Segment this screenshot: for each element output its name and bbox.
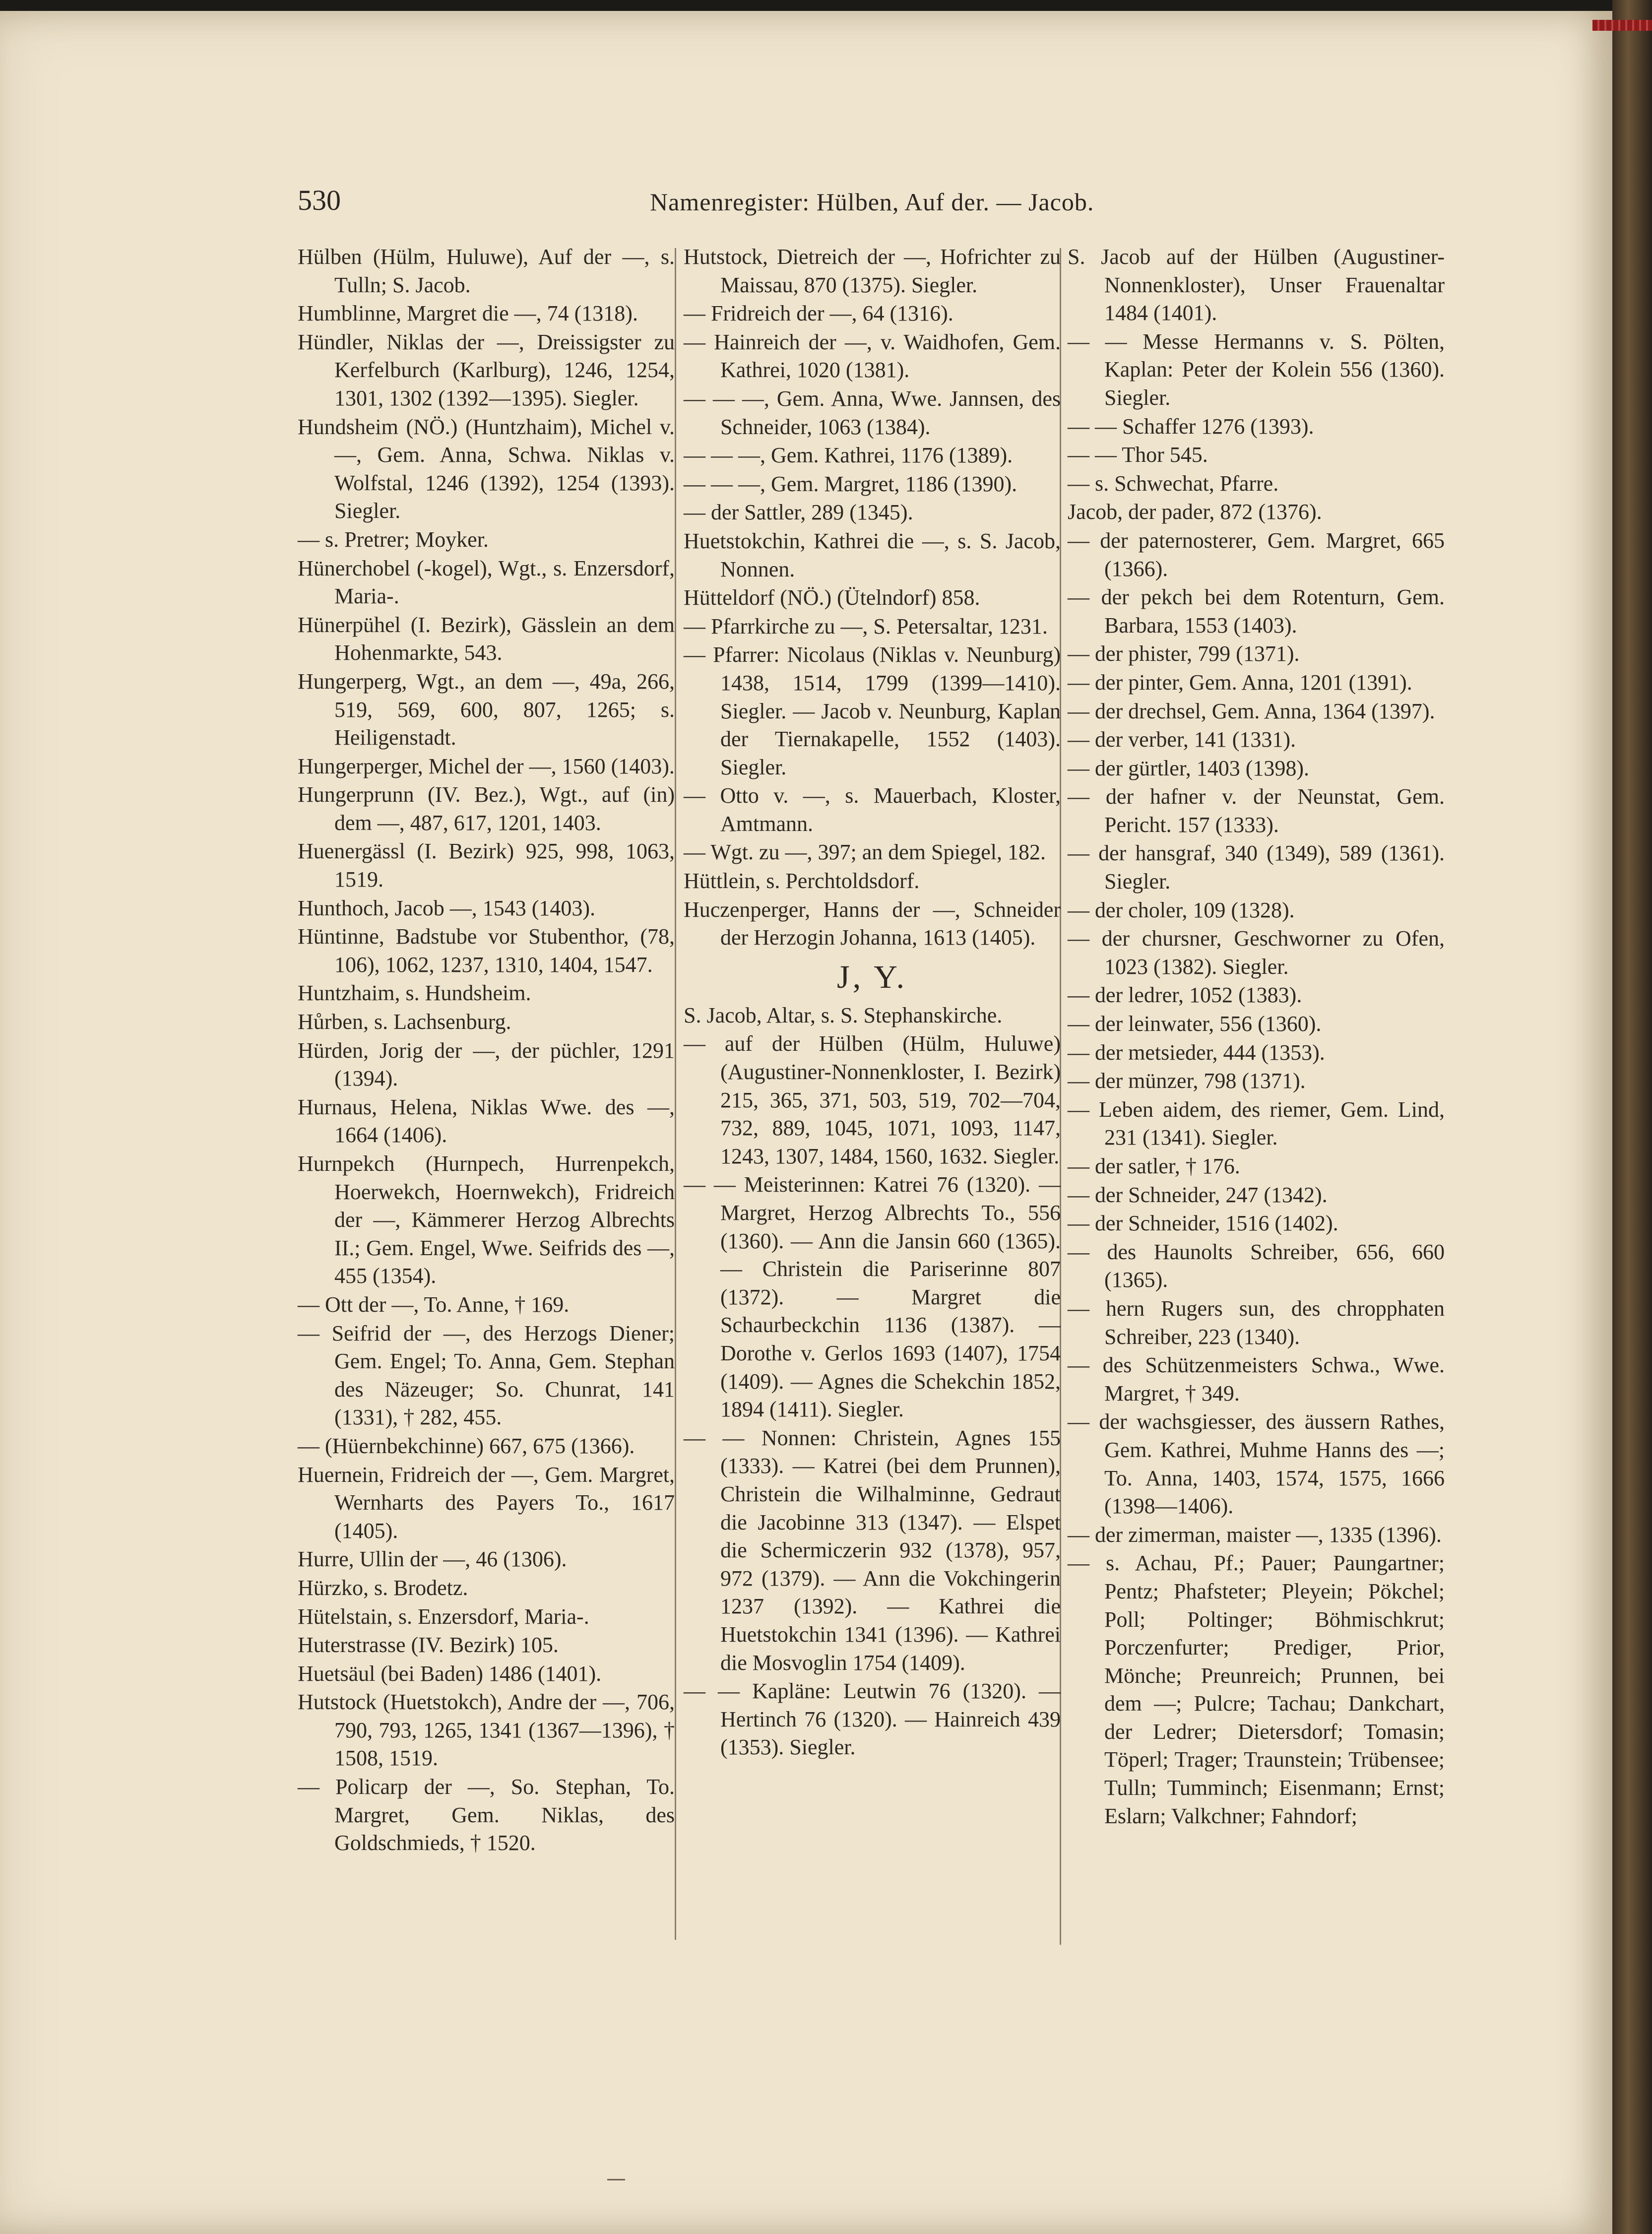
index-entry: Hurre, Ullin der —, 46 (1306).: [298, 1547, 567, 1572]
index-entry: — s. Pretrer; Moyker.: [298, 527, 489, 552]
index-entry: Huterstrasse (IV. Bezirk) 105.: [298, 1633, 559, 1658]
index-entry: — auf der Hülben (Hülm, Huluwe) (Augustiner-Nonnenkloster, I. Bezirk) 215, 365, 371, 503, 519, 702—704, 732, 889, 1045, 1071, 1093, 1147, 1243, 1307, 1484, 1560, 1632. Siegler.: [684, 1031, 1061, 1168]
index-entry: — der pinter, Gem. Anna, 1201 (1391).: [1068, 670, 1412, 695]
index-entry: Hüntinne, Badstube vor Stubenthor, (78, 106), 1062, 1237, 1310, 1404, 1547.: [298, 924, 675, 977]
index-entry: Hündler, Niklas der —, Dreissigster zu Kerfelburch (Karlburg), 1246, 1254, 1301, 1302 (1392—1395). Siegler.: [298, 329, 675, 410]
index-entry: Hutstock, Dietreich der —, Hofrichter zu Maissau, 870 (1375). Siegler.: [684, 245, 1061, 297]
index-entry: Huenergässl (I. Bezirk) 925, 998, 1063, 1519.: [298, 839, 675, 892]
index-entry: — — Messe Hermanns v. S. Pölten, Kaplan: Peter der Kolein 556 (1360). Siegler.: [1068, 329, 1445, 410]
index-entry: Hüttlein, s. Perchtoldsdorf.: [684, 869, 920, 894]
index-entry: Hürzko, s. Brodetz.: [298, 1575, 468, 1600]
index-entry: — der phister, 799 (1371).: [1068, 641, 1300, 666]
index-entry: — — Kapläne: Leutwin 76 (1320). — Hertinch 76 (1320). — Hainreich 439 (1353). Siegler.: [684, 1679, 1061, 1760]
index-entry: — Fridreich der —, 64 (1316).: [684, 301, 953, 326]
index-entry: Hünerpühel (I. Bezirk), Gässlein an dem Hohenmarkte, 543.: [298, 612, 675, 665]
index-entry: Hungerperger, Michel der —, 1560 (1403).: [298, 754, 675, 778]
index-entry: Humblinne, Margret die —, 74 (1318).: [298, 301, 638, 326]
index-entry: Hunthoch, Jacob —, 1543 (1403).: [298, 895, 596, 920]
index-entry: Hurnpekch (Hurnpech, Hurrenpekch, Hoerwekch, Hoernwekch), Fridreich der —, Kämmerer Herzog Albrechts II.; Gem. Engel, Wwe. Seifrids des —, 455 (1354).: [298, 1151, 675, 1288]
index-entry: — — Nonnen: Christein, Agnes 155 (1333). — Katrei (bei dem Prunnen), Christein die Wilhalminne, Gedraut die Jacobinne 313 (1347). — Elspet die Schermiczerin 932 (1378), 957, 972 (1379). — Ann die Vokchingerin 1237 (1392). — Kathrei die Huetstokchin 1341 (1396). — Kathrei die Mosvoglin 1754 (1409).: [684, 1425, 1061, 1675]
index-entry: Hütteldorf (NÖ.) (Ütelndorf) 858.: [684, 585, 980, 610]
index-entry: Huernein, Fridreich der —, Gem. Margret, Wernharts des Payers To., 1617 (1405).: [298, 1462, 675, 1543]
index-entry: — der zimerman, maister —, 1335 (1396).: [1068, 1522, 1442, 1547]
index-entry: — — —, Gem. Kathrei, 1176 (1389).: [684, 443, 1013, 468]
index-entry: — der pekch bei dem Rotenturn, Gem. Barbara, 1553 (1403).: [1068, 585, 1445, 638]
index-entry: — der wachsgiesser, des äussern Rathes, Gem. Kathrei, Muhme Hanns des —; To. Anna, 1403, 1574, 1575, 1666 (1398—1406).: [1068, 1409, 1445, 1519]
index-entry: — der hafner v. der Neunstat, Gem. Pericht. 157 (1333).: [1068, 784, 1445, 837]
index-entry: Hungerperg, Wgt., an dem —, 49a, 266, 519, 569, 600, 807, 1265; s. Heiligenstadt.: [298, 669, 675, 750]
book-spine-edge: [1612, 0, 1652, 2234]
index-entry: — des Haunolts Schreiber, 656, 660 (1365).: [1068, 1239, 1445, 1292]
index-column-3: [1068, 243, 1445, 1831]
index-entry: — — —, Gem. Margret, 1186 (1390).: [684, 471, 1017, 496]
index-entry: — der leinwater, 556 (1360).: [1068, 1012, 1322, 1036]
index-entry: — der chursner, Geschworner zu Ofen, 1023 (1382). Siegler.: [1068, 926, 1445, 979]
index-entry: — des Schützenmeisters Schwa., Wwe. Margret, † 349.: [1068, 1353, 1445, 1405]
bottom-mark: [607, 2179, 625, 2180]
index-entry: — der paternosterer, Gem. Margret, 665 (1366).: [1068, 528, 1445, 581]
index-entry: — (Hüernbekchinne) 667, 675 (1366).: [298, 1433, 635, 1458]
index-entry: — der satler, † 176.: [1068, 1154, 1240, 1178]
index-entry: — — Thor 545.: [1068, 443, 1208, 467]
index-entry: — der metsieder, 444 (1353).: [1068, 1040, 1325, 1065]
index-entry: Huetsäul (bei Baden) 1486 (1401).: [298, 1661, 602, 1686]
index-entry: — Otto v. —, s. Mauerbach, Kloster, Amtmann.: [684, 783, 1061, 836]
index-entry: Hünerchobel (-kogel), Wgt., s. Enzersdorf, Maria-.: [298, 556, 675, 609]
running-head: Namenregister: Hülben, Auf der. — Jacob.: [650, 188, 1094, 216]
column-divider: [675, 248, 676, 1940]
index-entry: — — —, Gem. Anna, Wwe. Jannsen, des Schneider, 1063 (1384).: [684, 386, 1061, 439]
index-entry: — s. Achau, Pf.; Pauer; Paungartner; Pentz; Phafsteter; Pleyein; Pökchel; Poll; Poltinger; Böhmischkrut; Porczenfurter; Prediger, Prior, Mönche; Preunreich; Prunnen, bei dem —; Pulcre; Tachau; Dankchart, der Ledrer; Dietersdorf; Tomasin; Töperl; Trager; Traunstein; Trübensee; Tulln; Tumminch; Eisenmann; Ernst; Eslarn; Valkchner; Fahndorf;: [1068, 1551, 1445, 1828]
index-entry: — der ledrer, 1052 (1383).: [1068, 983, 1302, 1008]
index-entry: — der Schneider, 1516 (1402).: [1068, 1211, 1338, 1236]
index-entry: Hundsheim (NÖ.) (Huntzhaim), Michel v. —, Gem. Anna, Schwa. Niklas v. Wolfstal, 1246 (1392), 1254 (1393). Siegler.: [298, 414, 675, 523]
section-heading-j-y: J, Y.: [837, 958, 907, 995]
index-entry: — der choler, 109 (1328).: [1068, 897, 1295, 922]
index-entry: — Leben aidem, des riemer, Gem. Lind, 231 (1341). Siegler.: [1068, 1097, 1445, 1150]
index-entry: S. Jacob, Altar, s. S. Stephanskirche.: [684, 1003, 1003, 1027]
page-header: [298, 184, 1597, 228]
index-entry: — der verber, 141 (1331).: [1068, 727, 1296, 752]
index-entry: Hungerprunn (IV. Bez.), Wgt., auf (in) dem —, 487, 617, 1201, 1403.: [298, 782, 675, 835]
index-entry: — Wgt. zu —, 397; an dem Spiegel, 182.: [684, 840, 1046, 865]
index-entry: — s. Schwechat, Pfarre.: [1068, 471, 1279, 496]
index-entry: — Policarp der —, So. Stephan, To. Margret, Gem. Niklas, des Goldschmieds, † 1520.: [298, 1775, 675, 1855]
index-entry: — Ott der —, To. Anne, † 169.: [298, 1292, 570, 1317]
index-entry: Huetstokchin, Kathrei die —, s. S. Jacob, Nonnen.: [684, 528, 1061, 581]
index-entry: — der münzer, 798 (1371).: [1068, 1069, 1306, 1093]
index-entry: Jacob, der pader, 872 (1376).: [1068, 500, 1322, 524]
index-entry: Hürden, Jorig der —, der püchler, 1291 (1394).: [298, 1038, 675, 1091]
index-entry: Huczenperger, Hanns der —, Schneider der Herzogin Johanna, 1613 (1405).: [684, 897, 1061, 950]
index-entry: Hülben (Hülm, Huluwe), Auf der —, s. Tulln; S. Jacob.: [298, 245, 675, 297]
page-number: 530: [298, 184, 341, 216]
index-column-2: [684, 243, 1061, 1762]
index-entry: — — Meisterinnen: Katrei 76 (1320). — Margret, Herzog Albrechts To., 556 (1360). — Ann die Jansin 660 (1365). — Christein die Pariserinne 807 (1372). — Margret die Schaurbeckchin 1136 (1387). — Dorothe v. Gerlos 1693 (1407), 1754 (1409). — Agnes die Schekchin 1852, 1894 (1411). Siegler.: [684, 1172, 1061, 1422]
index-entry: — Hainreich der —, v. Waidhofen, Gem. Kathrei, 1020 (1381).: [684, 329, 1061, 383]
index-entry: — Seifrid der —, des Herzogs Diener; Gem. Engel; To. Anna, Gem. Stephan des Näzeuger; So. Chunrat, 141 (1331), † 282, 455.: [298, 1321, 675, 1430]
index-entry: S. Jacob auf der Hülben (Augustiner-Nonnenkloster), Unser Frauenaltar 1484 (1401).: [1068, 245, 1445, 325]
index-entry: — Pfarrkirche zu —, S. Petersaltar, 1231.: [684, 614, 1048, 638]
index-entry: — der Sattler, 289 (1345).: [684, 500, 913, 525]
index-entry: — Pfarrer: Nicolaus (Niklas v. Neunburg) 1438, 1514, 1799 (1399—1410). Siegler. — Jacob v. Neunburg, Kaplan der Tiernakapelle, 1552 (1403). Siegler.: [684, 642, 1061, 779]
index-entry: — — Schaffer 1276 (1393).: [1068, 414, 1314, 439]
red-bookmark-ribbon: [1592, 20, 1652, 31]
index-entry: — der gürtler, 1403 (1398).: [1068, 756, 1310, 780]
index-entry: Hutstock (Huetstokch), Andre der —, 706, 790, 793, 1265, 1341 (1367—1396), † 1508, 1519.: [298, 1690, 675, 1771]
index-entry: Hütelstain, s. Enzersdorf, Maria-.: [298, 1604, 589, 1629]
index-column-1: [298, 243, 675, 1858]
index-entry: Hůrben, s. Lachsenburg.: [298, 1010, 511, 1034]
index-entry: Hurnaus, Helena, Niklas Wwe. des —, 1664 (1406).: [298, 1094, 675, 1148]
index-entry: Huntzhaim, s. Hundsheim.: [298, 981, 531, 1006]
index-entry: — der drechsel, Gem. Anna, 1364 (1397).: [1068, 699, 1435, 723]
index-entry: — der hansgraf, 340 (1349), 589 (1361). Siegler.: [1068, 841, 1445, 894]
index-entry: — hern Rugers sun, des chropphaten Schreiber, 223 (1340).: [1068, 1296, 1445, 1349]
index-entry: — der Schneider, 247 (1342).: [1068, 1182, 1328, 1207]
